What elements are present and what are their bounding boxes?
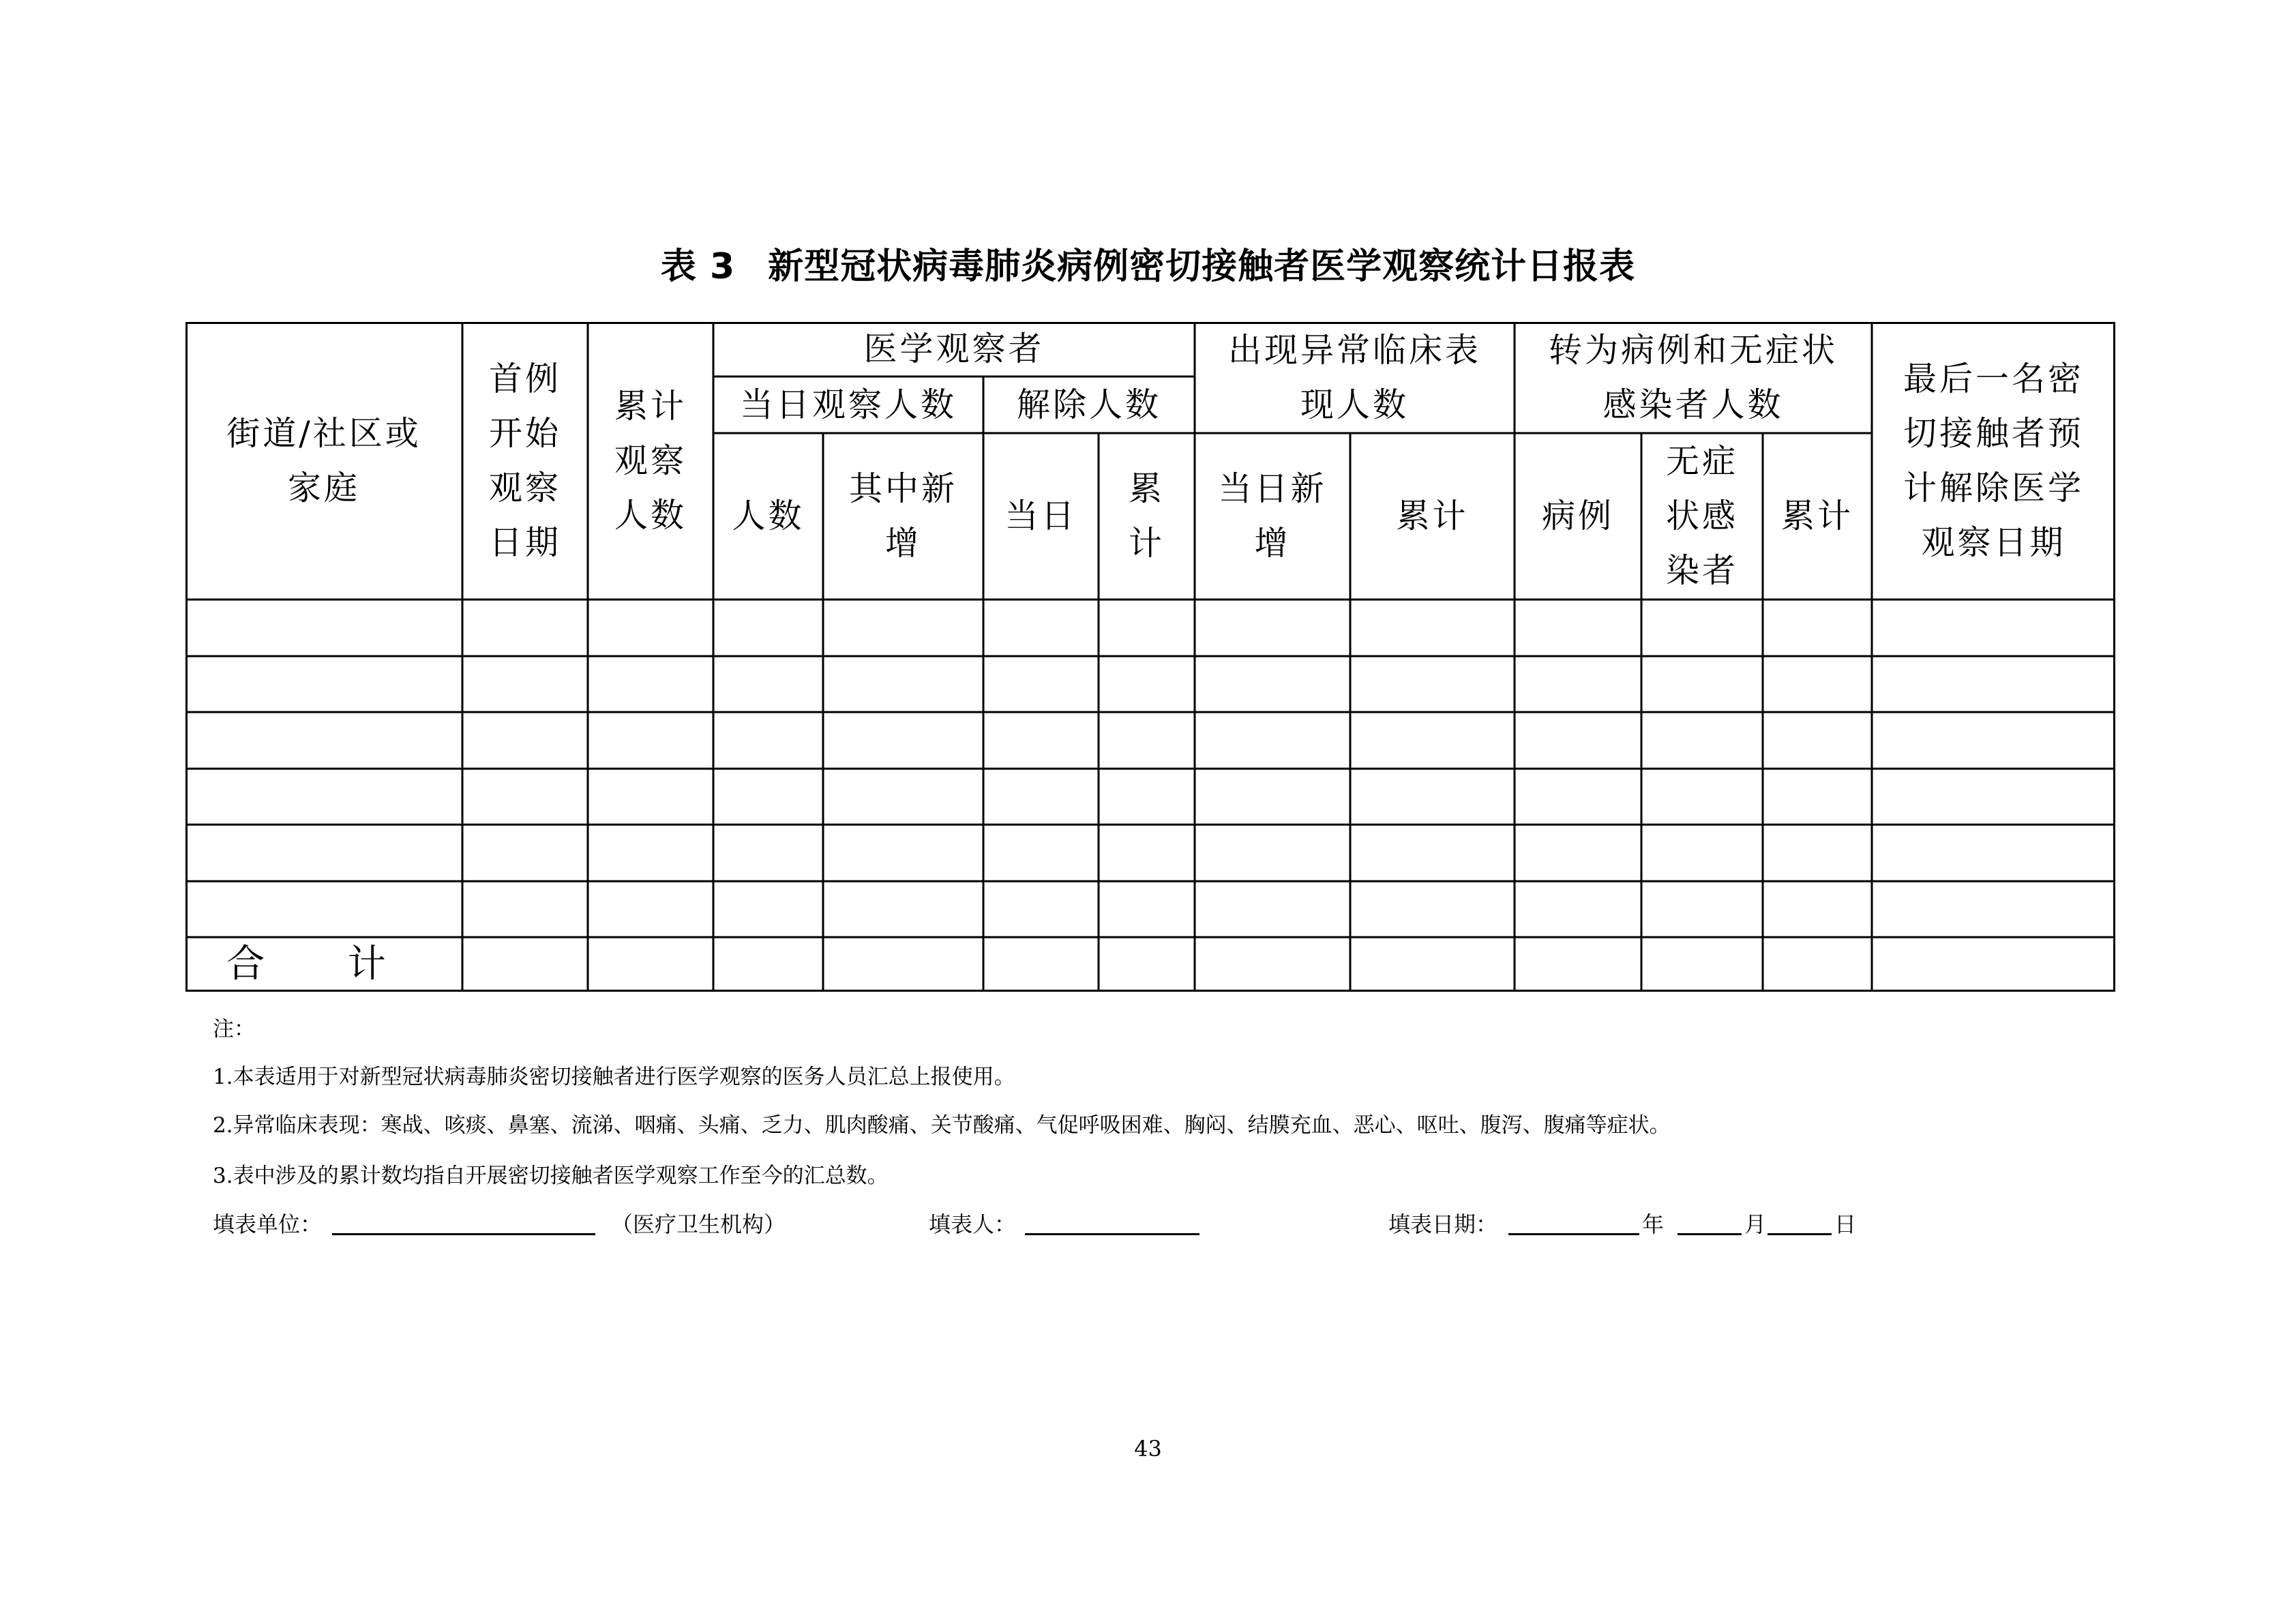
fill-year-blank[interactable]: [1508, 1233, 1639, 1235]
header-new: 其中新 增: [848, 469, 957, 563]
header-count: 人数: [732, 497, 805, 535]
header-abnormal-clinical: 出现异常临床表 现人数: [1227, 330, 1481, 424]
header-abnormal-new: 当日新 增: [1218, 469, 1327, 563]
header-last-release-date: 最后一名密 切接触者预 计解除医学 观察日期: [1903, 359, 2084, 562]
fill-person-blank[interactable]: [1025, 1233, 1199, 1235]
header-converted: 转为病例和无症状 感染者人数: [1548, 330, 1838, 424]
header-released-cumulative: 累 计: [1128, 469, 1165, 563]
note-2: 2.异常临床表现：寒战、咳痰、鼻塞、流涕、咽痛、头痛、乏力、肌肉酸痛、关节酸痛、气促呼吸困难、胸闷、结膜充血、恶心、呕吐、腹泻、腹痛等症状。: [213, 1113, 1671, 1138]
fill-day-blank[interactable]: [1768, 1233, 1832, 1235]
note-3: 3.表中涉及的累计数均指自开展密切接触者医学观察工作至今的汇总数。: [213, 1164, 889, 1188]
header-today-observed: 当日观察人数: [739, 385, 957, 424]
fill-person-label: 填表人：: [929, 1211, 1017, 1237]
header-cases: 病例: [1541, 497, 1614, 535]
total-row-label: 合 计: [226, 942, 421, 986]
year-label: 年: [1642, 1211, 1665, 1237]
table-title: [0, 237, 2296, 289]
header-cumulative-observed: 累计 观察 人数: [614, 386, 687, 535]
header-first-observation-date: 首例 开始 观察 日期: [488, 359, 561, 562]
page-number: 43: [1134, 1436, 1162, 1462]
header-street: 街道/社区或 家庭: [226, 413, 421, 507]
fill-unit-blank[interactable]: [332, 1233, 595, 1235]
header-converted-cumulative: 累计: [1780, 497, 1853, 535]
month-label: 月: [1744, 1211, 1767, 1237]
fill-month-blank[interactable]: [1678, 1233, 1742, 1235]
header-medical-observers: 医学观察者: [863, 329, 1045, 368]
header-released-today: 当日: [1004, 497, 1077, 535]
header-asymptomatic: 无症 状感 染者: [1665, 442, 1738, 590]
day-label: 日: [1834, 1211, 1857, 1237]
header-abnormal-cumulative: 累计: [1396, 497, 1469, 535]
table-number: 表 3: [660, 246, 736, 287]
fill-unit-label: 填表单位：: [213, 1211, 323, 1237]
header-released: 解除人数: [1016, 385, 1161, 424]
table-title-text: 新型冠状病毒肺炎病例密切接触者医学观察统计日报表: [768, 246, 1636, 287]
note-1: 1.本表适用于对新型冠状病毒肺炎密切接触者进行医学观察的医务人员汇总上报使用。: [213, 1065, 1015, 1089]
notes-label: 注：: [213, 1017, 255, 1042]
report-table: [185, 322, 2115, 992]
fill-date-label: 填表日期：: [1388, 1211, 1498, 1237]
fill-unit-suffix: （医疗卫生机构）: [611, 1211, 786, 1237]
